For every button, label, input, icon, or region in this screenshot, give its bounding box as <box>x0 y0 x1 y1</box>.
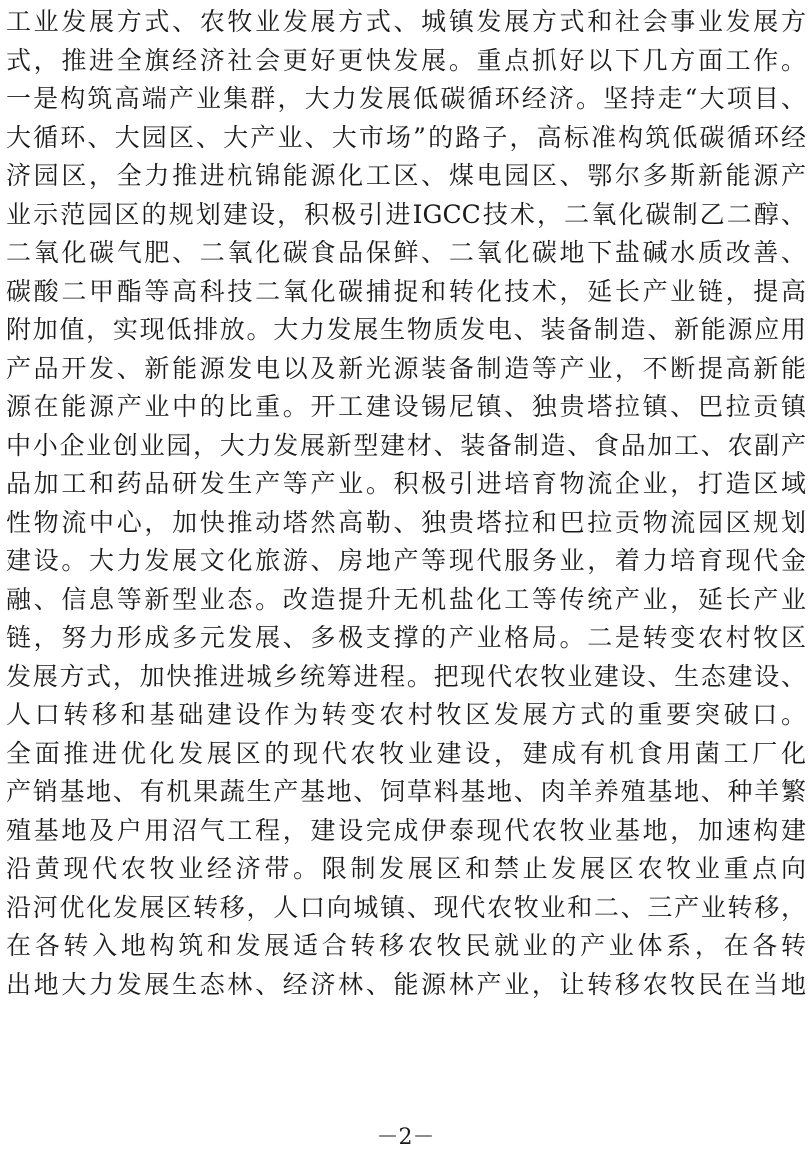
text-line: 一是构筑高端产业集群，大力发展低碳循环经济。坚持走“大项目、 <box>6 84 806 113</box>
text-line: 济园区，全力推进杭锦能源化工区、煤电园区、鄂尔多斯新能源产 <box>6 161 806 190</box>
text-line: 业示范园区的规划建设，积极引进IGCC技术，二氧化碳制乙二醇、 <box>6 199 806 229</box>
body-text <box>6 3 806 1004</box>
text-line: 发展方式，加快推进城乡统筹进程。把现代农牧业建设、生态建设、 <box>6 661 806 691</box>
text-line: 式，推进全旗经济社会更好更快发展。重点抓好以下几方面工作。 <box>6 45 806 75</box>
page-number: －2－ <box>376 1125 435 1150</box>
text-line: 品加工和药品研发生产等产业。积极引进培育物流企业，打造区域 <box>6 469 806 498</box>
text-line: 殖基地及户用沼气工程，建设完成伊泰现代农牧业基地，加速构建 <box>6 815 806 845</box>
text-line: 产销基地、有机果蔬生产基地、饲草料基地、肉羊养殖基地、种羊繁 <box>6 777 806 806</box>
text-line: 源在能源产业中的比重。开工建设锡尼镇、独贵塔拉镇、巴拉贡镇 <box>6 392 806 421</box>
text-line: 在各转入地构筑和发展适合转移农牧民就业的产业体系，在各转 <box>6 931 806 960</box>
text-line: 人口转移和基础建设作为转变农村牧区发展方式的重要突破口。 <box>6 700 806 729</box>
text-line: 附加值，实现低排放。大力发展生物质发电、装备制造、新能源应用 <box>6 315 806 344</box>
text-line: 二氧化碳气肥、二氧化碳食品保鲜、二氧化碳地下盐碱水质改善、 <box>6 238 806 267</box>
text-line: 中小企业创业园，大力发展新型建材、装备制造、食品加工、农副产 <box>6 430 806 460</box>
text-line: 出地大力发展生态林、经济林、能源林产业，让转移农牧民在当地 <box>6 969 806 999</box>
text-line: 沿河优化发展区转移，人口向城镇、现代农牧业和二、三产业转移， <box>6 892 806 922</box>
text-line: 产品开发、新能源发电以及新光源装备制造等产业，不断提高新能 <box>6 353 806 383</box>
text-line: 链，努力形成多元发展、多极支撑的产业格局。二是转变农村牧区 <box>6 623 806 652</box>
text-line: 性物流中心，加快推动塔然高勒、独贵塔拉和巴拉贡物流园区规划 <box>6 507 806 537</box>
text-line: 工业发展方式、农牧业发展方式、城镇发展方式和社会事业发展方 <box>6 7 806 36</box>
text-line: 沿黄现代农牧业经济带。限制发展区和禁止发展区农牧业重点向 <box>6 854 806 883</box>
text-line: 全面推进优化发展区的现代农牧业建设，建成有机食用菌工厂化 <box>6 738 806 768</box>
text-line: 融、信息等新型业态。改造提升无机盐化工等传统产业，延长产业 <box>6 584 806 614</box>
text-line: 碳酸二甲酯等高科技二氧化碳捕捉和转化技术，延长产业链，提高 <box>6 276 806 306</box>
text-line: 大循环、大园区、大产业、大市场”的路子，高标准构筑低碳循环经 <box>6 122 806 152</box>
text-line: 建设。大力发展文化旅游、房地产等现代服务业，着力培育现代金 <box>6 546 806 575</box>
